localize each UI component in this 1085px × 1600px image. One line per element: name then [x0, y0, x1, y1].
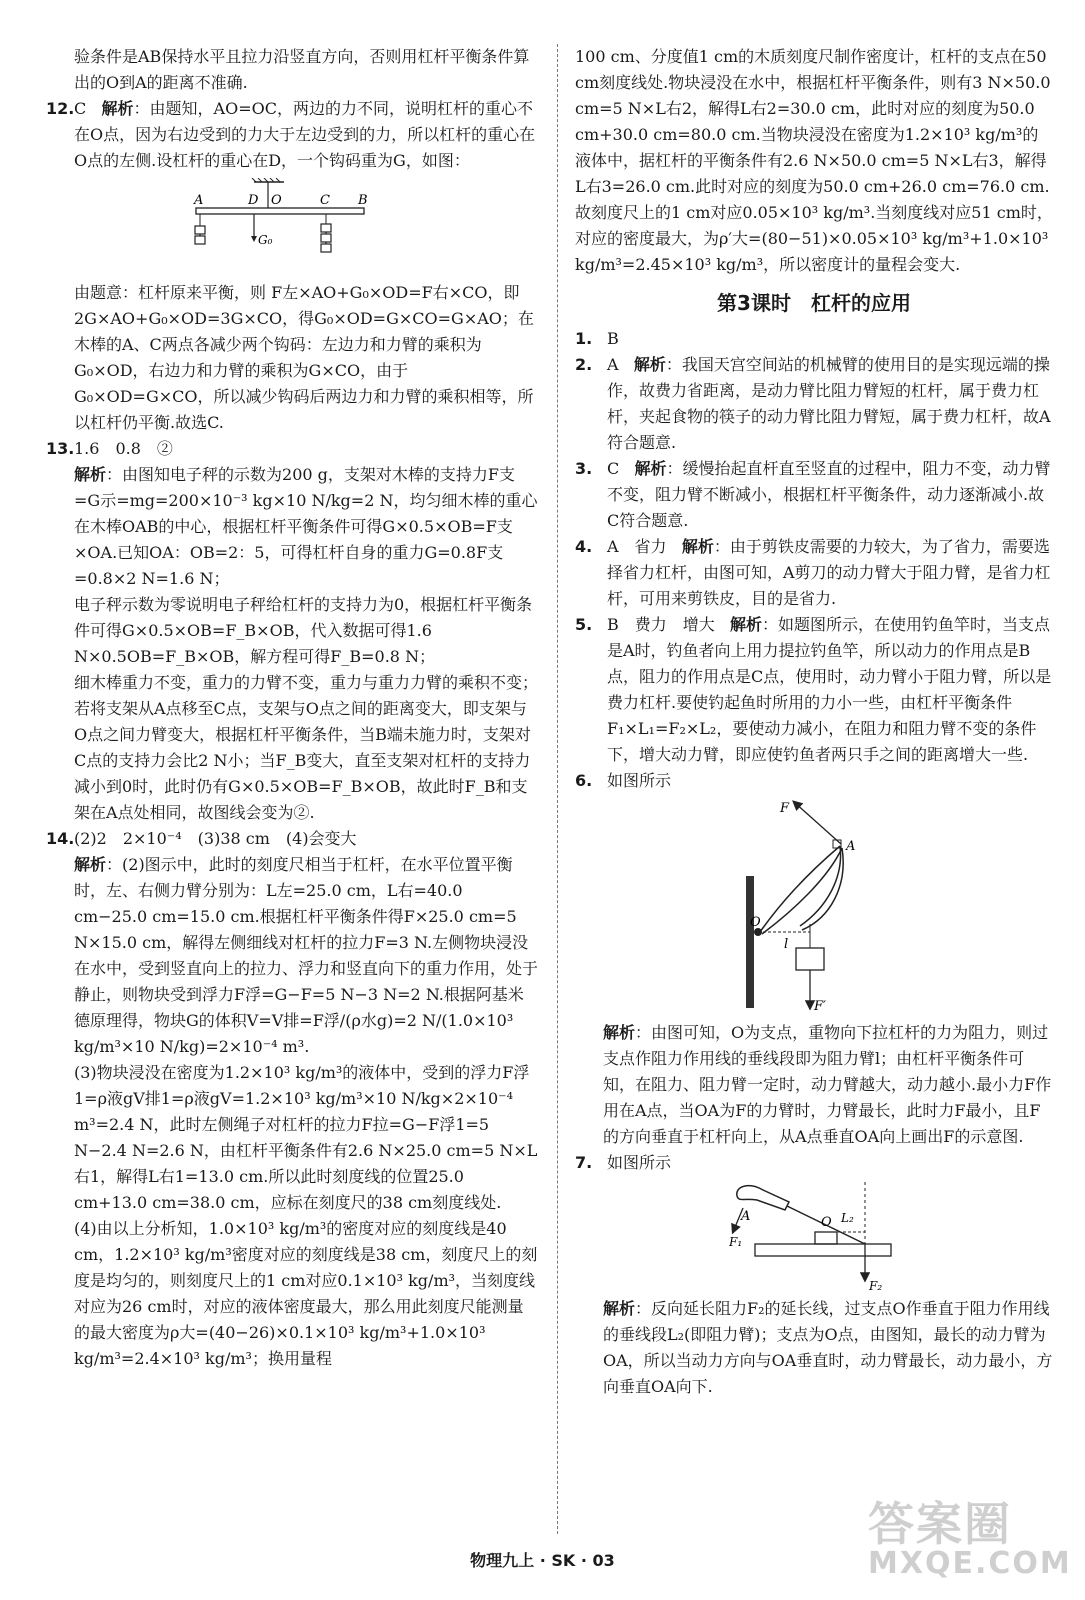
question-number: 14. [46, 829, 75, 848]
fig-label-o: O [750, 915, 761, 930]
question-number: 1. [575, 329, 593, 348]
analysis-label: 解析 [74, 855, 107, 874]
analysis-text: ：由图知电子秤的示数为200 g，支架对木棒的支持力F支=G示=mg=200×10⁻³ kg×10 N/kg=2 N，均匀细木棒的重心在木棒OAB的中心，根据杠杆平衡条件可得G×0.5×OB=F支×OA.已知OA：OB=2：5，可得杠杆自身的重力G=0.8F支=0.8×2 N=1.6 N； [74, 465, 538, 588]
lever-figure-q7 [729, 1180, 899, 1292]
fig-label-c: C [320, 193, 330, 208]
analysis-text: ：如题图所示，在使用钓鱼竿时，当支点是A时，钓鱼者向上用力提拉钓鱼竿，所以动力的作用点是B点，阻力的作用点是C点，使用时，动力臂小于阻力臂，所以是费力杠杆.要使钓起鱼时所用的力小一些，由杠杆平衡条件F₁×L₁=F₂×L₂，要使动力减小，在阻力和阻力臂不变的条件下，增大动力臂，即应使钓鱼者两只手之间的距离增大一些. [607, 615, 1052, 764]
analysis-label: 解析 [633, 355, 666, 374]
fig-label-g0: G₀ [258, 233, 273, 247]
fig-label-o: O [271, 193, 282, 208]
analysis-label: 解析 [603, 1023, 636, 1042]
answer: B 费力 增大 [607, 615, 715, 634]
question-number: 5. [575, 615, 593, 634]
answer: A 省力 [607, 537, 667, 556]
analysis-label: 解析 [603, 1299, 636, 1318]
column-divider [557, 44, 558, 1534]
analysis-text: ：缓慢抬起直杆直至竖直的过程中，阻力不变，动力臂不变，阻力臂不断减小，根据杠杆平衡条件，动力逐渐减小.故C符合题意. [607, 459, 1051, 530]
fig-label-f: F [780, 801, 790, 816]
lever-figure-q6 [744, 798, 884, 1016]
fig-label-f2: F₂ [869, 1279, 883, 1292]
lever-figure-q12 [192, 178, 392, 276]
answer: C [74, 99, 87, 118]
intro-text: 验条件是AB保持水平且拉力沿竖直方向，否则用杠杆平衡条件算出的O到A的距离不准确. [74, 47, 530, 92]
answer: 如图所示 [607, 1153, 672, 1172]
fig-label-f1: F₁ [729, 1235, 743, 1249]
fig-label-b: B [358, 193, 368, 208]
question-7 [575, 1150, 1053, 1176]
q7-analysis [575, 1296, 1053, 1400]
analysis-label: 解析 [74, 465, 107, 484]
question-5 [575, 612, 1053, 768]
analysis-text: 细木棒重力不变，重力的力臂不变，重力与重力力臂的乘积不变；若将支架从A点移至C点，支架与O点之间的距离变大，即支架与O点之间力臂变大，根据杠杆平衡条件，当B端未施力时，支架对C点的支持力会比2 N小；当F_B变大，直至支架对杠杆的支持力减小到0时，此时仍有G×0.5×OB=F_B×OB，故此时F_B和支架在A点处相同，故图线会变为②. [74, 673, 539, 822]
analysis-label: 解析 [730, 615, 763, 634]
analysis-text: ：反向延长阻力F₂的延长线，过支点O作垂直于阻力作用线的垂线段L₂(即阻力臂)；支点为O点，由图知，最长的动力臂为OA，所以当动力方向与OA垂直时，动力臂最长，动力最小，方向垂直OA向下. [603, 1299, 1053, 1396]
page-footer: 物理九上 · SK · 03 [470, 1551, 615, 1570]
fig-label-l: l [784, 937, 789, 952]
analysis-label: 解析 [634, 459, 667, 478]
analysis-text: ：由题知，AO=OC，两边的力不同，说明杠杆的重心不在O点，因为右边受到的力大于左边受到的力，所以杠杆的重心在O点的左侧.设杠杆的重心在D，一个钩码重为G，如图： [74, 99, 536, 170]
fig-label-a: A [846, 839, 856, 854]
answer: C [607, 459, 620, 478]
fig-label-f-prime: F′ [814, 999, 826, 1014]
fig-label-a: A [194, 193, 204, 208]
analysis-text: ：(2)图示中，此时的刻度尺相当于杠杆，在水平位置平衡时，左、右侧力臂分别为：L左=25.0 cm，L右=40.0 cm−25.0 cm=15.0 cm.根据杠杆平衡条件得F×25.0 cm=5 N×15.0 cm，解得左侧细线对杠杆的拉力F=3 N.左侧物块浸没在水中，受到竖直向上的拉力、浮力和竖直向下的重力作用，处于静止，则物块受到浮力F浮=G−F=5 N−3 N=2 N.根据阿基米德原理得，物块G的体积V=V排=F浮/(ρ水g)=2 N/(1.0×10³ kg/m³×10 N/kg)=2×10⁻⁴ m³. [74, 855, 539, 1056]
answer: B [607, 329, 619, 348]
answer: 1.6 0.8 ② [74, 439, 173, 458]
watermark-url: MXQE.COM [868, 1546, 1072, 1581]
analysis-text: ：由于剪铁皮需要的力较大，为了省力，需要选择省力杠杆，由图可知，A剪刀的动力臂大于阻力臂，是省力杠杆，可用来剪铁皮，目的是省力. [607, 537, 1051, 608]
q12-conclusion: 由题意：杠杆原来平衡，则 F左×AO+G₀×OD=F右×CO，即2G×AO+G₀×OD=3G×CO，得G₀×OD=G×CO=G×AO；在木棒的A、C两点各减少两个钩码：左边力和力臂的乘积为G₀×OD，右边力和力臂的乘积为G×CO，由于G₀×OD=G×CO，所以减少钩码后两边力和力臂的乘积相等，所以杠杆仍平衡.故选C. [74, 283, 534, 432]
answer: A [607, 355, 619, 374]
question-number: 3. [575, 459, 593, 478]
q6-analysis [575, 1020, 1053, 1150]
question-4 [575, 534, 1053, 612]
answer: (2)2 2×10⁻⁴ (3)38 cm (4)会变大 [74, 829, 357, 848]
section-title: 第3课时 杠杆的应用 [717, 291, 911, 315]
analysis-label: 解析 [101, 99, 134, 118]
question-number: 6. [575, 771, 593, 790]
question-12 [46, 96, 538, 174]
question-number: 7. [575, 1153, 593, 1172]
question-2 [575, 352, 1053, 456]
question-number: 12. [46, 99, 75, 118]
question-14 [46, 826, 538, 1372]
question-number: 4. [575, 537, 593, 556]
watermark-logo-text: 答案圈 [868, 1497, 1012, 1551]
question-1 [575, 326, 1053, 352]
analysis-text: (3)物块浸没在密度为1.2×10³ kg/m³的液体中，受到的浮力F浮1=ρ液gV排1=ρ液gV=1.2×10³ kg/m³×10 N/kg×2×10⁻⁴ m³=2.4 N，此时左侧绳子对杠杆的拉力F拉=G−F浮1=5 N−2.4 N=2.6 N，由杠杆平衡条件有2.6 N×25.0 cm=5 N×L右1，解得L右1=13.0 cm.所以此时刻度线的位置25.0 cm+13.0 cm=38.0 cm，应标在刻度尺的38 cm刻度线处. [74, 1063, 538, 1212]
analysis-label: 解析 [681, 537, 714, 556]
fig-label-l2: L₂ [841, 1211, 854, 1225]
left-column [46, 44, 538, 1372]
question-number: 2. [575, 355, 593, 374]
analysis-text: (4)由以上分析知，1.0×10³ kg/m³的密度对应的刻度线是40 cm，1.2×10³ kg/m³密度对应的刻度线是38 cm，刻度尺上的刻度是均匀的，则刻度尺上的1 cm对应0.1×10³ kg/m³，当刻度线对应为26 cm时，对应的液体密度最大，那么用此刻度尺能测量的最大密度为ρ大=(40−26)×0.1×10³ kg/m³+1.0×10³ kg/m³=2.4×10³ kg/m³；换用量程 [74, 1219, 538, 1368]
question-number: 13. [46, 439, 75, 458]
analysis-text: ：我国天宫空间站的机械臂的使用目的是实现远端的操作，故费力省距离，是动力臂比阻力臂短的杠杆，属于费力杠杆，夹起食物的筷子的动力臂比阻力臂短，属于费力杠杆，故A符合题意. [607, 355, 1051, 452]
question-13 [46, 436, 538, 826]
continued-text: 100 cm、分度值1 cm的木质刻度尺制作密度计，杠杆的支点在50 cm刻度线处.物块浸没在水中，根据杠杆平衡条件，则有3 N×50.0 cm=5 N×L右2，解得L右2=30.0 cm，此时对应的刻度为50.0 cm+30.0 cm=80.0 cm.当物块浸没在密度为1.2×10³ kg/m³的液体中，据杠杆的平衡条件有2.6 N×50.0 cm=5 N×L右3，解得L右3=26.0 cm.此时对应的刻度为50.0 cm+26.0 cm=76.0 cm.故刻度尺上的1 cm对应0.05×10³ kg/m³.当刻度线对应51 cm时，对应的密度最大，为ρ′大=(80−51)×0.05×10³ kg/m³+1.0×10³ kg/m³=2.45×10³ kg/m³，所以密度计的量程会变大. [575, 47, 1053, 274]
answer: 如图所示 [607, 771, 672, 790]
question-6 [575, 768, 1053, 794]
analysis-text: ：由图可知，O为支点，重物向下拉杠杆的力为阻力，则过支点作阻力作用线的垂线段即为阻力臂l；由杠杆平衡条件可知，在阻力、阻力臂一定时，动力臂越大，动力越小.最小力F作用在A点，当OA为F的力臂时，力臂最长，此时力F最小，且F的方向垂直于杠杆向上，从A点垂直OA向上画出F的示意图. [603, 1023, 1052, 1146]
fig-label-a: A [741, 1209, 751, 1224]
fig-label-d: D [248, 193, 259, 208]
analysis-text: 电子秤示数为零说明电子秤给杠杆的支持力为0，根据杠杆平衡条件可得G×0.5×OB=F_B×OB，代入数据可得1.6 N×0.5OB=F_B×OB，解方程可得F_B=0.8 N； [74, 595, 533, 666]
fig-label-o: O [821, 1215, 832, 1230]
question-3 [575, 456, 1053, 534]
right-column [575, 44, 1053, 1400]
